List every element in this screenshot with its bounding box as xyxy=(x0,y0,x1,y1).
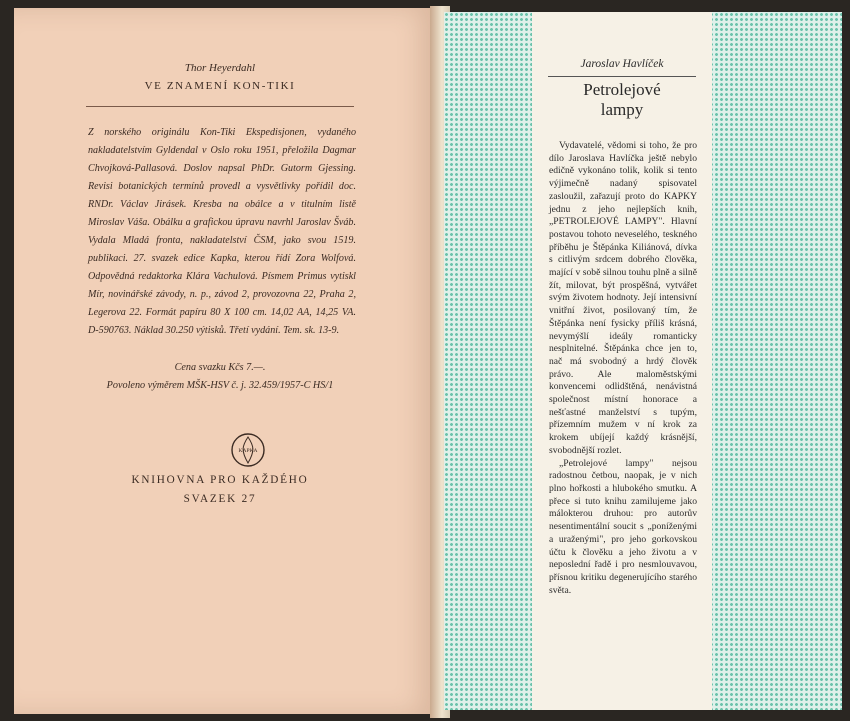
blurb-paragraph-2: „Petrolejové lampy" nejsou radostnou četbou, naopak, je v nich plno hořkosti a hlubokého smutku. A přece si tuto knihu zamilujeme jako málokterou druhou: pro autorův nesentimentální soucit s „poníženými a uraženými", pro jeho gorkovskou účtu k člověku a jeho životu a v neposlední řadě i pro nesmlouvavou, přísnou kritiku degenerujícího starého světa. xyxy=(549,457,697,596)
blurb-text xyxy=(549,140,697,597)
left-author: Thor Heyerdahl xyxy=(184,62,256,74)
price-line: Cena svazku Kčs 7.—. xyxy=(174,362,266,373)
left-title: VE ZNAMENÍ KON-TIKI xyxy=(144,80,296,92)
right-title-line2: lampy xyxy=(600,100,644,119)
left-page xyxy=(14,8,438,714)
right-author: Jaroslav Havlíček xyxy=(580,58,664,70)
right-divider xyxy=(548,76,696,77)
right-title-line1: Petrolejové xyxy=(583,80,661,99)
right-title xyxy=(532,80,712,120)
kapka-logo-icon xyxy=(230,432,266,468)
series-name: KNIHOVNA PRO KAŽDÉHO xyxy=(131,474,309,486)
permit-line: Povoleno výměrem MŠK-HSV č. j. 32.459/1957-C HS/1 xyxy=(106,380,334,391)
volume-number: SVAZEK 27 xyxy=(183,493,257,505)
svg-text:KAPKA: KAPKA xyxy=(238,448,258,454)
imprint-text: Z norského originálu Kon-Tiki Ekspedisjonen, vydaného nakladatelstvím Gyldendal v Oslo roku 1951, přeložila Dagmar Chvojková-Pallasová. Doslov napsal PhDr. Gutorm Gjessing. Revisi botanických termínů provedl a vysvětlivky pořídil doc. RNDr. Václav Jirásek. Kresba na obálce a v titulním listě Miroslav Váša. Obálku a grafickou úpravu navrhl Jaroslav Šváb. Vydala Mladá fronta, nakladatelství ČSM, jako svou 1519. publikaci. 27. svazek edice Kapka, kterou řídí Zora Wolfová. Odpovědná redaktorka Klára Vachulová. Písmem Primus vytiskl Mír, novinářské závody, n. p., závod 2, provozovna 22, Praha 2, Legerova 22. Formát papíru 80 X 100 cm. 14,02 AA, 14,25 VA. D-590763. Náklad 30.250 výtisků. Třetí vydání. Tem. sk. 13-9. xyxy=(88,127,356,336)
blurb-paragraph-1: Vydavatelé, vědomi si toho, že pro dílo Jaroslava Havlíčka ještě nebylo edičně vykonáno tolik, kolik si tento výjimečně nadaný spisovatel zasloužil, zařazují proto do KAPKY jednu z jeho nejlepších knih, „PETROLEJOVÉ LAMPY". Hlavní postavou tohoto neveselého, teskného příběhu je Štěpánka Kiliánová, dívka s citlivým srdcem dobrého člověka, mající v sobě silnou touhu plně a silně žít, milovat, být prospěšná, vytvářet svým životem hodnoty. Její intensivní vnitřní život, posilovaný tím, že Štěpánka není fysicky příliš krásná, nevymýšlí ideály romanticky nesplnitelné. Štěpánka chce jen to, nač má svobodný a hrdý člověk právo. Ale maloměstskými konvencemi odlidštěná, nenávistná společnost místní honorace a nešťastné manželství s tupým, přízemním mužem v ní krok za krokem ubíjejí každý krásnější, svobodnější rozlet. xyxy=(549,140,697,456)
left-divider xyxy=(86,106,354,107)
